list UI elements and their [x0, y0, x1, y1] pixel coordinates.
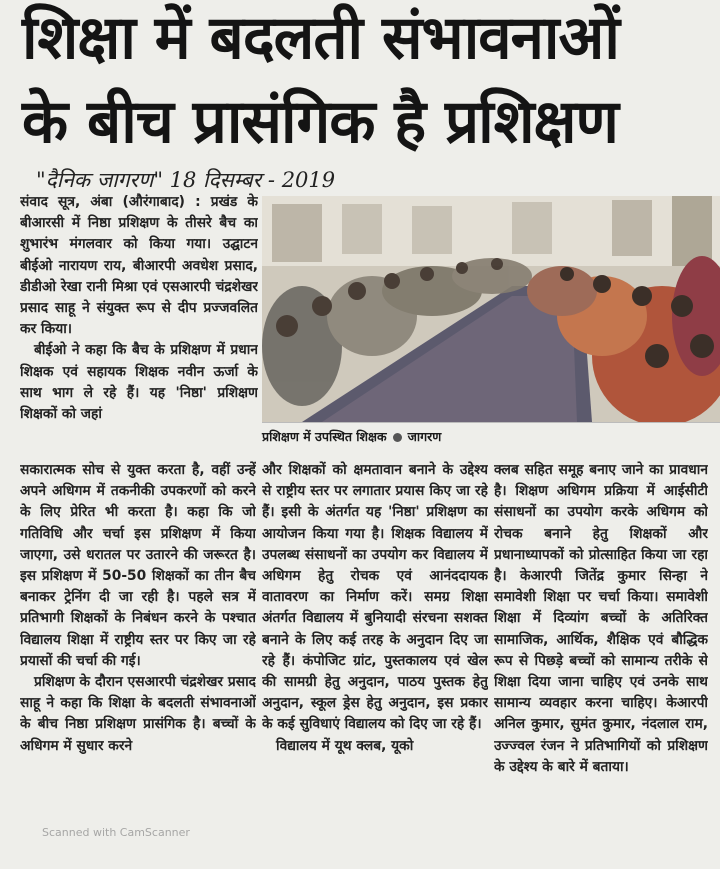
paragraph: संवाद सूत्र, अंबा (औरंगाबाद) : प्रखंड के बीआरसी में निष्ठा प्रशिक्षण के तीसरे बैच का शुभारंभ मंगलवार को किया गया। उद्घाटन बीईओ नारायण राय, बीआरपी अवधेश प्रसाद, डीडीओ रेखा रानी मिश्रा एवं एसआरपी चंद्रशेखर प्रसाद साहू ने संयुक्त रूप से दीप प्रज्जवलित कर किया। [20, 194, 258, 338]
bullet-icon [393, 433, 402, 442]
article-column-3 [494, 460, 708, 864]
paragraph: क्लब सहित समूह बनाए जाने का प्रावधान है। शिक्षण अधिगम प्रक्रिया में आईसीटी संसाधनों का उपयोग करके अधिगम को रोचक बनाने हेतु शिक्षकों और प्रधानाध्यापकों को प्रोत्साहित किया जा रहा है। केआरपी जितेंद्र कुमार सिन्हा ने समावेशी शिक्षा पर चर्चा किया। समावेशी शिक्षा में दिव्यांग बच्चों के अतिरिक्त सामाजिक, आर्थिक, शैक्षिक एवं बौद्धिक रूप से पिछड़े बच्चों को सामान्य तरीके से शिक्षा दिया जाना चाहिए एवं उनके साथ सामान्य व्यवहार करना चाहिए। केआरपी अनिल कुमार, सुमंत कुमार, नंदलाल राम, उज्ज्वल रंजन ने प्रतिभागियों को प्रशिक्षण के उद्देश्य के बारे में बताया। [494, 462, 708, 775]
photo-caption [262, 428, 520, 445]
paragraph: विद्यालय में यूथ क्लब, यूको [276, 737, 414, 754]
article-column-1-bottom [20, 460, 256, 864]
caption-text: प्रशिक्षण में उपस्थित शिक्षक [262, 429, 387, 444]
scanner-watermark: Scanned with CamScanner [42, 826, 190, 839]
article-column-2 [262, 460, 488, 864]
article-column-1-top [20, 192, 258, 454]
caption-source: जागरण [407, 429, 442, 444]
handwritten-source-note: "दैनिक जागरण" 18 दिसम्बर - 2019 [36, 168, 336, 192]
training-photo [262, 196, 720, 422]
paragraph: प्रशिक्षण के दौरान एसआरपी चंद्रशेखर प्रसाद साहू ने कहा कि शिक्षा के बदलती संभावनाओं के बीच निष्ठा प्रशिक्षण प्रासंगिक है। बच्चों के अधिगम में सुधार करने [20, 674, 256, 754]
headline-line-1: शिक्षा में बदलती संभावनाओं [22, 3, 619, 73]
classroom-illustration [262, 196, 720, 422]
photo-divider [262, 422, 720, 423]
paragraph: और शिक्षकों को क्षमतावान बनाने के उद्देश्य से राष्ट्रीय स्तर पर लगातार प्रयास किए जा रहे हैं। इसी के अंतर्गत यह 'निष्ठा' प्रशिक्षण का आयोजन किया गया है। शिक्षक विद्यालय में उपलब्ध संसाधनों का उपयोग कर विद्यालय में अधिगम हेतु रोचक एवं आनंददायक वातावरण का निर्माण करें। समग्र शिक्षा अंतर्गत विद्यालय में बुनियादी संरचना सशक्त बनाने के लिए कई तरह के अनुदान दिए जा रहे हैं। कंपोजिट ग्रांट, पुस्तकालय एवं खेल की सामग्री हेतु अनुदान, पाठय पुस्तक हेतु अनुदान, स्कूल ड्रेस हेतु अनुदान, इस प्रकार के कई सुविधाएं विद्यालय को दिए जा रहे हैं। [262, 462, 488, 733]
paragraph: सकारात्मक सोच से युक्त करता है, वहीं उन्हें अपने अधिगम में तकनीकी उपकरणों को करने के लिए प्रेरित भी करता है। कहा कि जो गतिविधि और चर्चा इस प्रशिक्षण में किया जाएगा, उसे धरातल पर उतारने की जरूरत है। इस प्रशिक्षण में 50-50 शिक्षकों का तीन बैच बनाकर ट्रेनिंग दी जा रही है। पहले सत्र में प्रतिभागी शिक्षकों के निबंधन करने के पश्चात विद्यालय शिक्षा में राष्ट्रीय स्तर पर किए जा रहे प्रयासों की चर्चा की गई। [20, 462, 256, 669]
headline-line-2: के बीच प्रासंगिक है प्रशिक्षण [22, 87, 618, 157]
paragraph: बीईओ ने कहा कि बैच के प्रशिक्षण में प्रधान शिक्षक एवं सहायक शिक्षक नवीन ऊर्जा के साथ भाग ले रहे हैं। यह 'निष्ठा' प्रशिक्षण शिक्षकों को जहां [20, 342, 258, 423]
